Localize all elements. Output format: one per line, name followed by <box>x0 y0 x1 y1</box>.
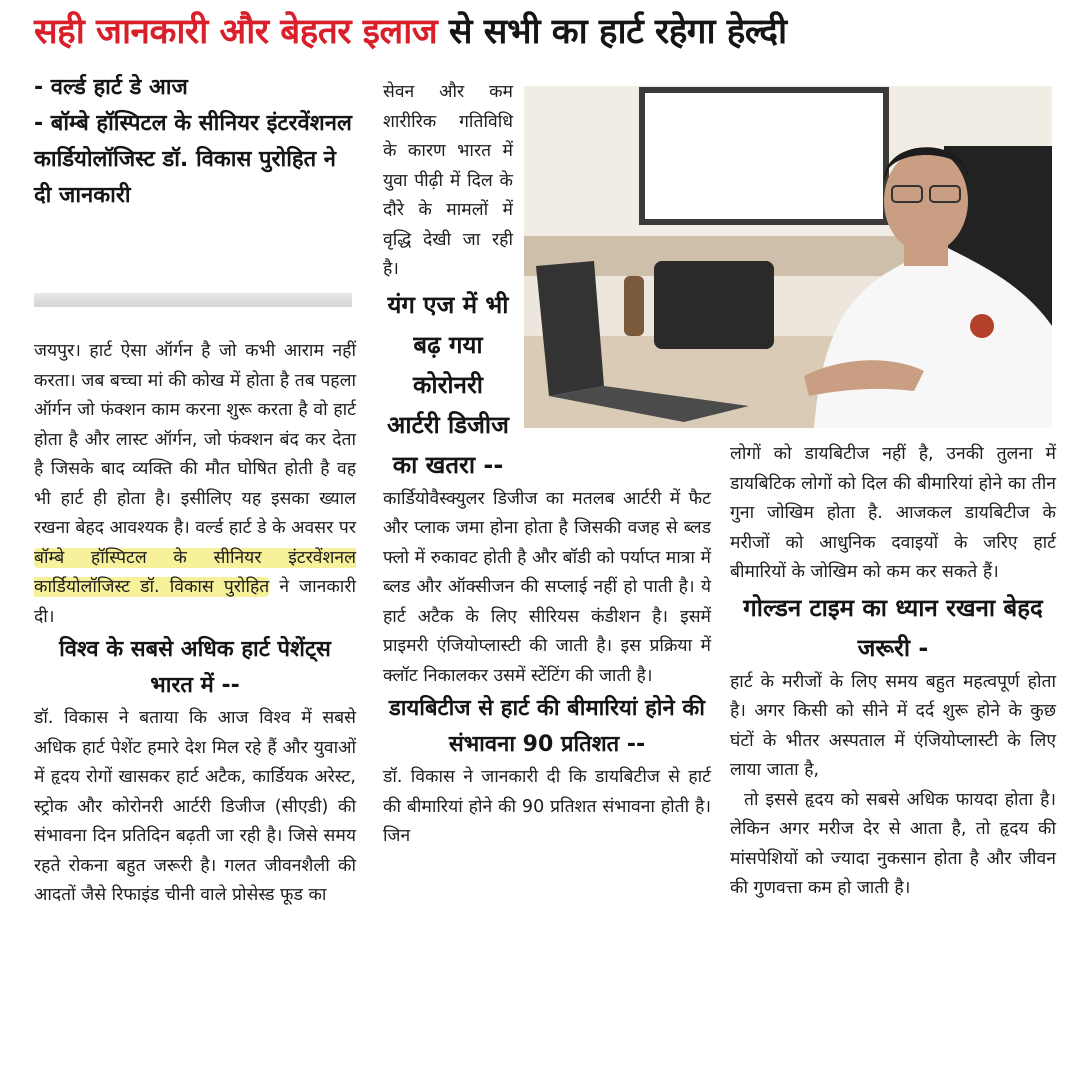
column-3 <box>730 440 1056 904</box>
doctor-photo-image <box>524 86 1052 428</box>
column-1 <box>34 70 356 214</box>
intro-paragraph-end: ने जानकारी दी। <box>34 577 357 627</box>
paragraph-lifestyle: सेवन और कम शारीरिक गतिविधि के कारण भारत में युवा पीढ़ी में दिल के दौरे के मामलों में वृद्धि देखी जा रही है। <box>383 82 513 279</box>
paragraph-cardiovascular: कार्डियोवैस्क्युलर डिजीज का मतलब आर्टरी में फैट और प्लाक जमा होना होता है जिसकी वजह से ब्लड फ्लो में रुकावट होती है और बॉडी को पर्याप्त मात्रा में ब्लड और ऑक्सीजन की सप्लाई नहीं हो पाती है। ये हार्ट अटैक के लिए सीरियस कंडीशन है। इसमें प्राइमरी एंजियोप्लास्टी की जाती है। इस प्रक्रिया में क्लॉट निकालकर उसमें स्टेंटिंग की जाती है। <box>383 488 711 686</box>
intro-paragraph-text: जयपुर। हार्ट ऐसा ऑर्गन है जो कभी आराम नहीं करता। जब बच्चा मां की कोख में होता है तब पहला ऑर्गन जो फंक्शन काम करना शुरू करता है वो हार्ट होता है और लास्ट ऑर्गन, जो फंक्शन बंद कर देता है जिसके बाद व्यक्ति की मौत घोषित होती है वह भी हार्ट ही होता है। इसीलिए यह इसका ख्याल रखना बेहद आवश्यक है। वर्ल्ड हार्ट डे के अवसर पर <box>34 341 356 538</box>
highlighted-doctor-name: बॉम्बे हॉस्पिटल के सीनियर इंटरवेंशनल कार्डियोलॉजिस्ट डॉ. विकास पुरोहित <box>34 547 356 597</box>
headline-black: से सभी का हार्ट रहेगा हेल्दी <box>437 12 787 52</box>
intro-paragraph <box>34 337 356 632</box>
paragraph-diabetes: डॉ. विकास ने जानकारी दी कि डायबिटीज से हार्ट की बीमारियां होने की 90 प्रतिशत संभावना होती है। जिन <box>383 767 711 846</box>
column-1-body <box>34 337 356 911</box>
subheading-young-age-text: यंग एज में भी बढ़ गया कोरोनरी आर्टरी डिजीज का खतरा -- <box>387 290 509 479</box>
paragraph-diabetic-risk: लोगों को डायबिटीज नहीं है, उनकी तुलना में डायबिटिक लोगों को दिल की बीमारियां होने का तीन गुना जोखिम होता है. आजकल डायबिटीज के मरीजों को आधुनिक दवाइयों के जरिए हार्ट बीमारियों के जोखिम को कम कर सकते हैं। <box>730 444 1056 582</box>
paragraph-benefit: तो इससे हृदय को सबसे अधिक फायदा होता है। लेकिन अगर मरीज देर से आता है, तो हृदय की मांसपेशियों को ज्यादा नुकसान होता है और जीवन की गुणवत्ता कम हो जाती है। <box>730 789 1056 898</box>
subheading-diabetes: डायबिटीज से हार्ट की बीमारियां होने की संभावना 90 प्रतिशत -- <box>389 696 705 757</box>
subheading-india-patients: विश्व के सबसे अधिक हार्ट पेशेंट्स भारत में -- <box>59 637 331 698</box>
subheading-young-age <box>383 285 513 485</box>
doctor-photo <box>524 86 1052 428</box>
subheading-golden-time: गोल्डन टाइम का ध्यान रखना बेहद जरूरी - <box>743 593 1043 662</box>
intro-bullet-1: - वर्ल्ड हार्ट डे आज <box>34 75 188 100</box>
headline-red: सही जानकारी और बेहतर इलाज <box>34 12 438 52</box>
paragraph-vikas-statement: डॉ. विकास ने बताया कि आज विश्व में सबसे अधिक हार्ट पेशेंट हमारे देश मिल रहे हैं और युवाओं में हृदय रोगों खासकर हार्ट अटैक, कार्डियक अरेस्ट, स्ट्रोक और कोरोनरी आर्टरी डिजीज (सीएडी) की संभावना दिन प्रतिदिन बढ़ती जा रही है। जिसे समय रहते रोकना बहुत जरूरी है। गलत जीवनशैली की आदतों जैसे रिफाइंड चीनी वाले प्रोसेस्ड फूड का <box>34 708 356 905</box>
headline <box>34 2 1074 62</box>
intro-bullet-2: - बॉम्बे हॉस्पिटल के सीनियर इंटरवेंशनल कार्डियोलॉजिस्ट डॉ. विकास पुरोहित ने दी जानकारी <box>34 111 352 208</box>
divider-rule <box>34 293 352 307</box>
paragraph-golden-time: हार्ट के मरीजों के लिए समय बहुत महत्वपूर्ण होता है। अगर किसी को सीने में दर्द शुरू होने के कुछ घंटों के भीतर अस्पताल में एंजियोप्लास्टी के लिए लाया जाता है, <box>730 671 1056 780</box>
